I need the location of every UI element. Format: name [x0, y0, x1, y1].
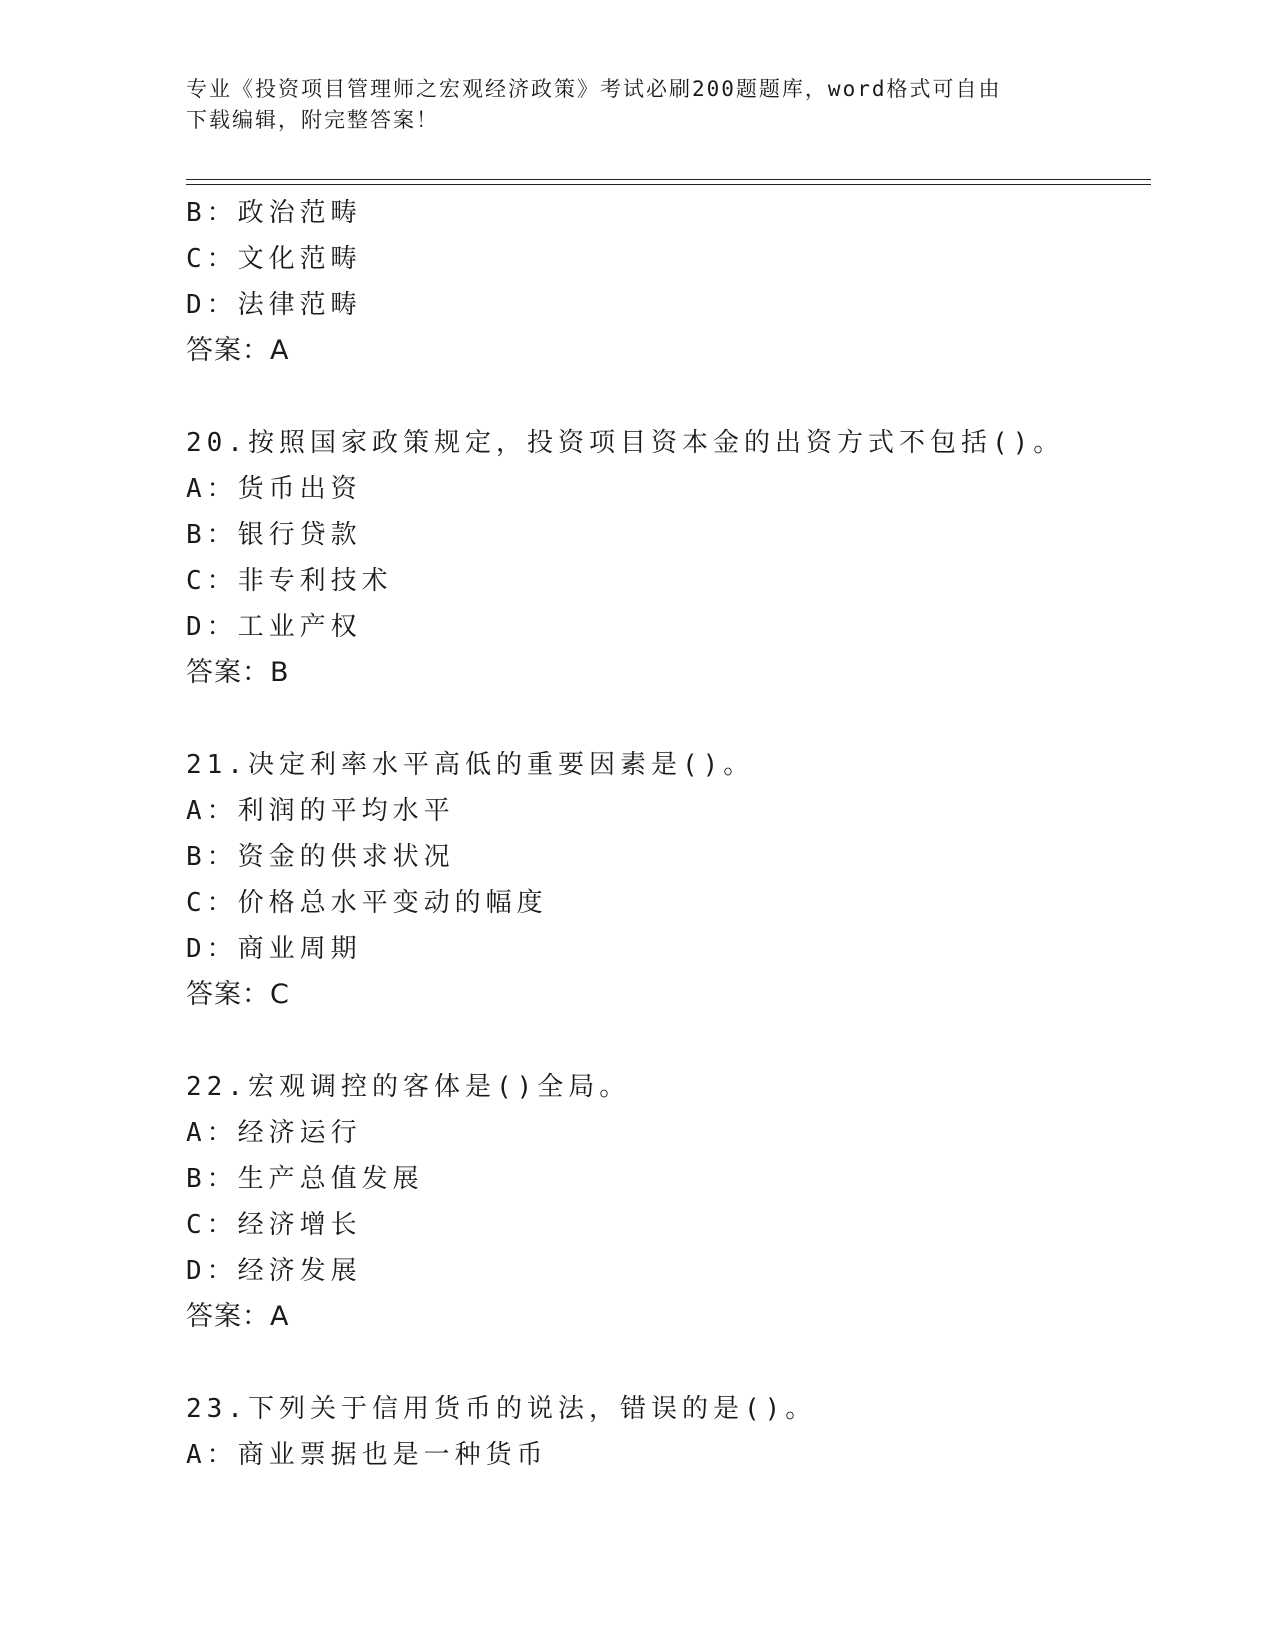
answer-label: 答案：B [186, 657, 290, 688]
answer-label: 答案：A [186, 335, 290, 366]
option-d: D：商业周期 [186, 934, 362, 964]
question-content [186, 190, 1151, 1478]
answer-label: 答案：A [186, 1301, 290, 1332]
question-stem: 23.下列关于信用货币的说法，错误的是()。 [186, 1394, 817, 1424]
header-line-1: 专业《投资项目管理师之宏观经济政策》考试必刷200题题库，word格式可自由 [186, 77, 1002, 101]
option-c: C：价格总水平变动的幅度 [186, 888, 548, 918]
question-block [186, 420, 1151, 696]
question-stem: 20.按照国家政策规定，投资项目资本金的出资方式不包括()。 [186, 428, 1065, 458]
spacer [186, 1340, 1151, 1386]
option-a: A：经济运行 [186, 1118, 362, 1148]
option-c: C：经济增长 [186, 1210, 362, 1240]
header-divider-top [186, 179, 1151, 180]
document-header [186, 74, 1066, 136]
question-block [186, 742, 1151, 1018]
header-divider-bottom [186, 184, 1151, 185]
spacer [186, 374, 1151, 420]
spacer [186, 696, 1151, 742]
question-block-partial [186, 190, 1151, 374]
question-block [186, 1064, 1151, 1340]
question-stem: 21.决定利率水平高低的重要因素是()。 [186, 750, 755, 780]
option-b: B：银行贷款 [186, 520, 362, 550]
option-a: A：利润的平均水平 [186, 796, 455, 826]
option-b: B：政治范畴 [186, 198, 362, 228]
option-c: C：非专利技术 [186, 566, 393, 596]
option-b: B：资金的供求状况 [186, 842, 455, 872]
option-b: B：生产总值发展 [186, 1164, 424, 1194]
option-a: A：货币出资 [186, 474, 362, 504]
answer-label: 答案：C [186, 979, 290, 1010]
question-block [186, 1386, 1151, 1478]
header-line-2: 下载编辑，附完整答案！ [186, 108, 439, 132]
option-c: C：文化范畴 [186, 244, 362, 274]
option-d: D：经济发展 [186, 1256, 362, 1286]
spacer [186, 1018, 1151, 1064]
option-d: D：工业产权 [186, 612, 362, 642]
option-a: A：商业票据也是一种货币 [186, 1440, 548, 1470]
question-stem: 22.宏观调控的客体是()全局。 [186, 1072, 631, 1102]
option-d: D：法律范畴 [186, 290, 362, 320]
